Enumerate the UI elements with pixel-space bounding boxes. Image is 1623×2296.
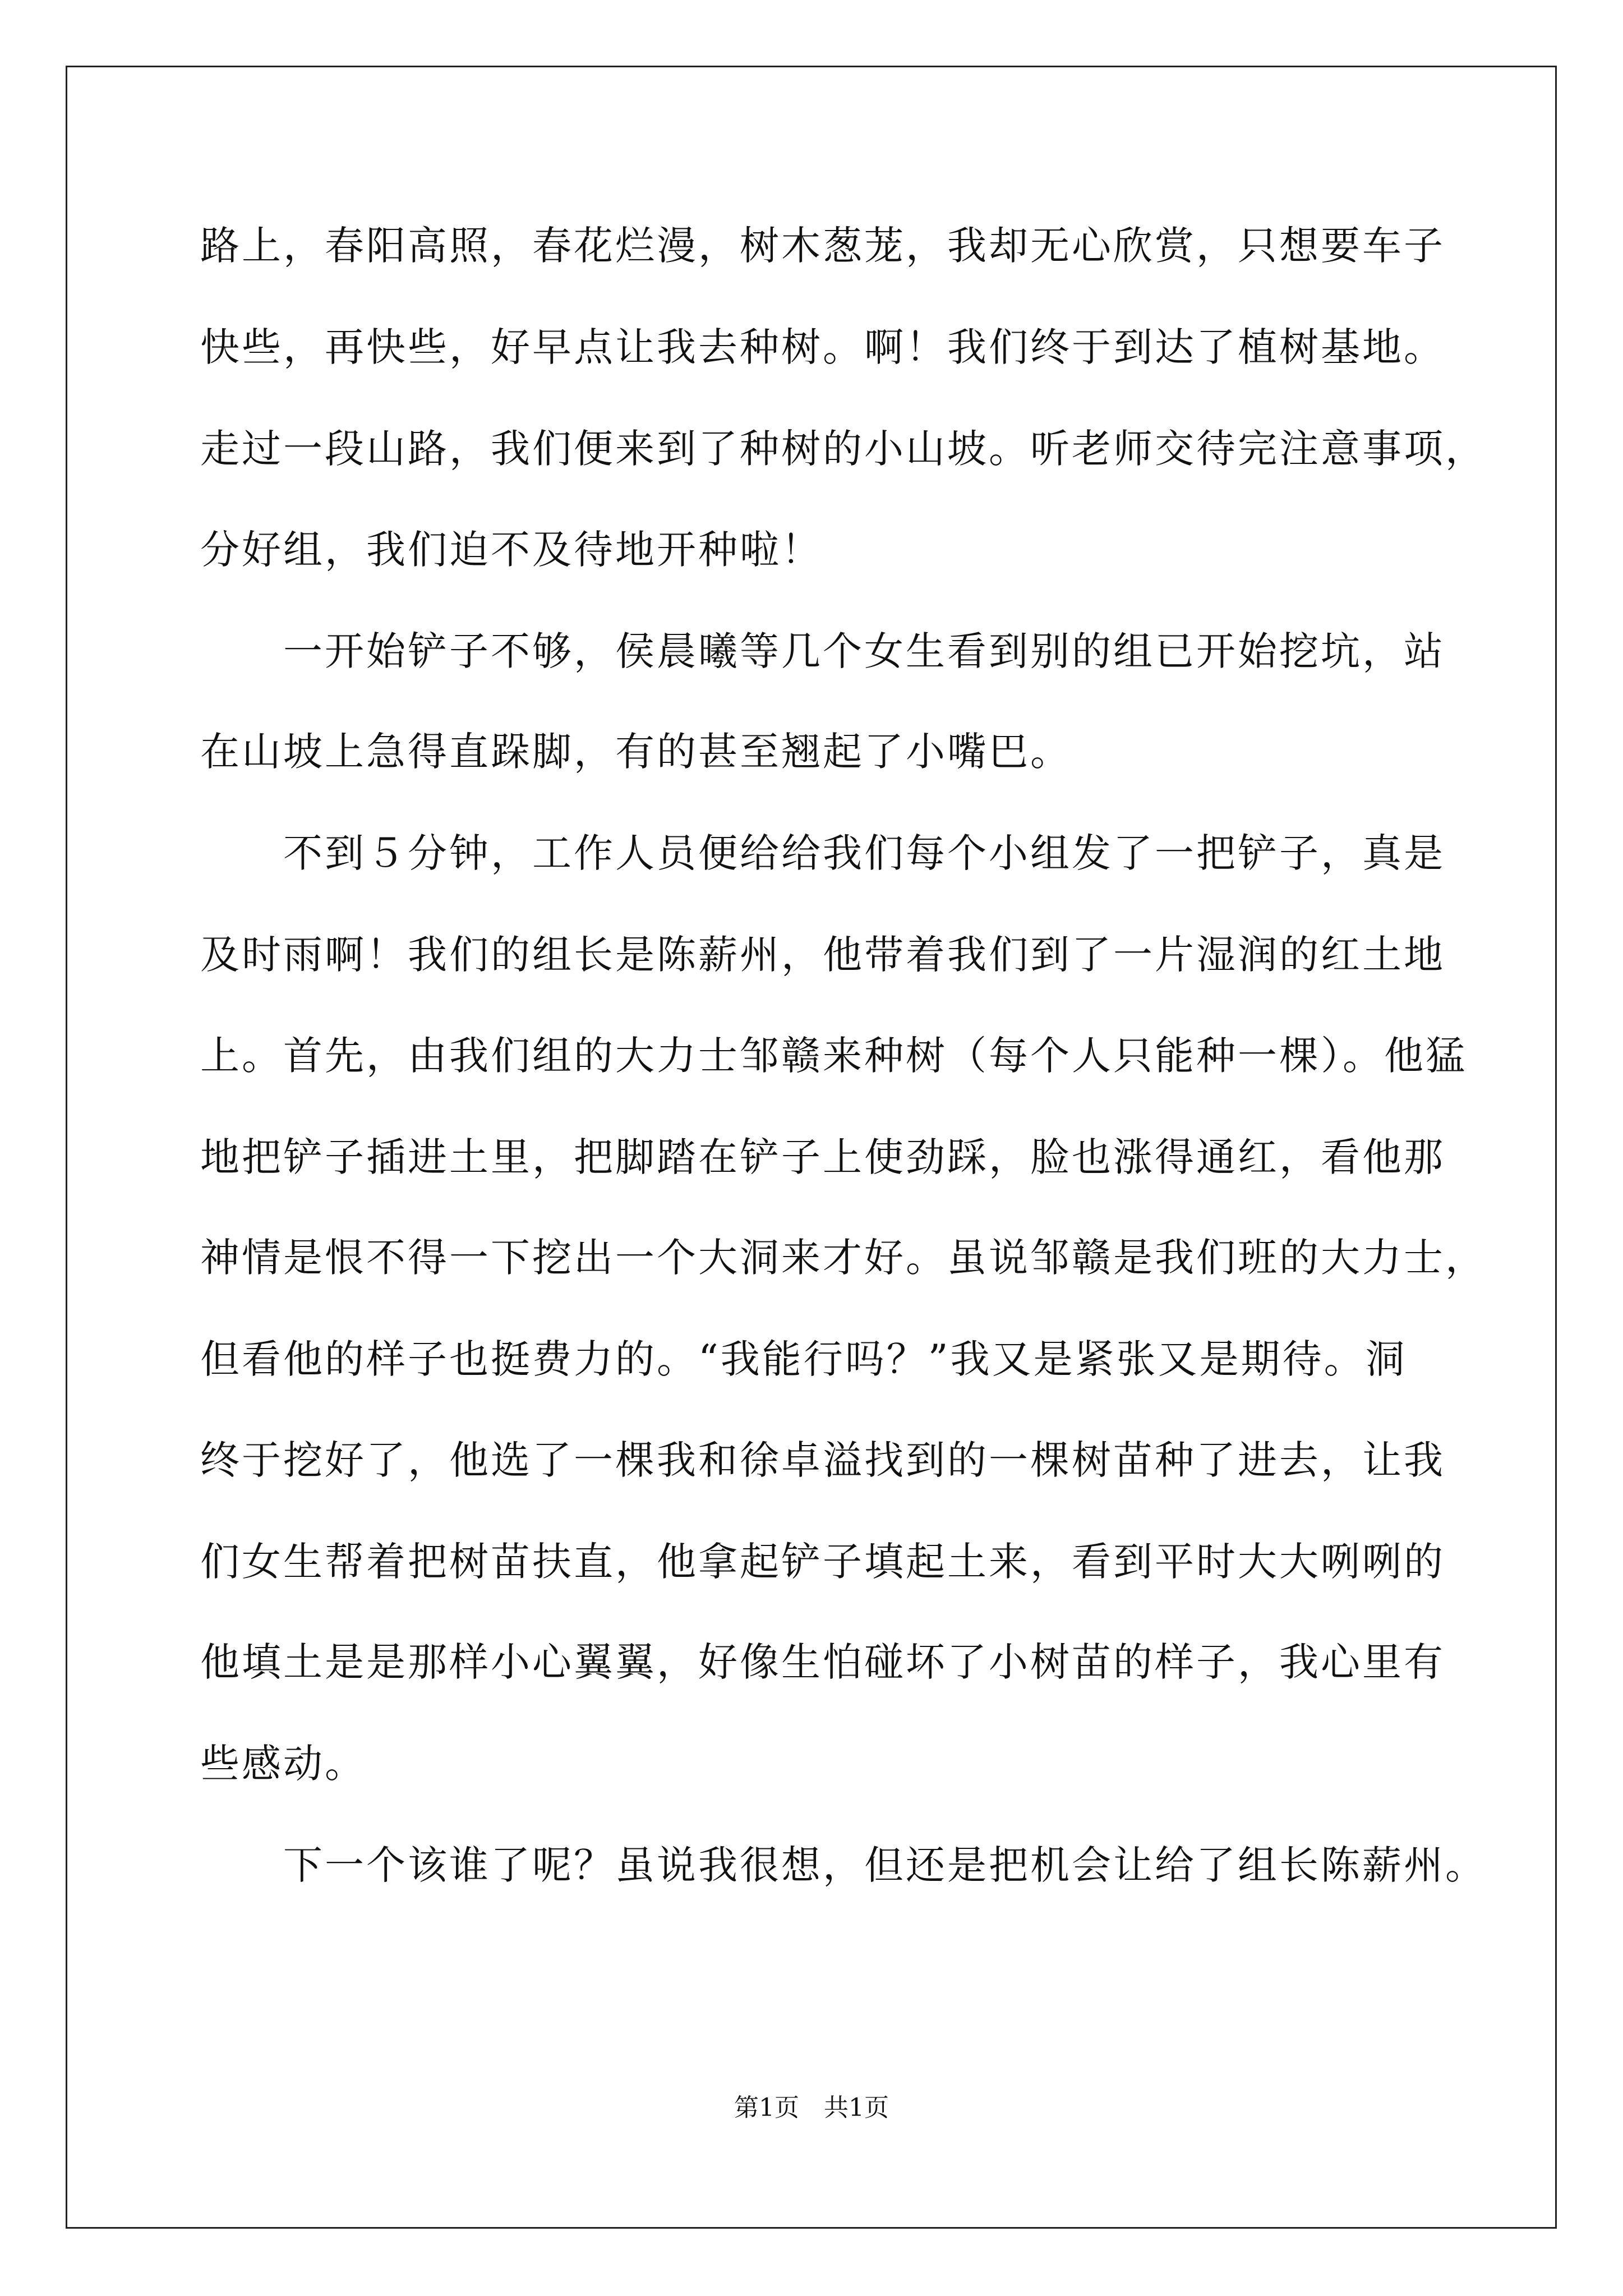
- body-text-line: 但看他的样子也挺费力的。“我能行吗？”我又是紧张又是期待。洞: [200, 1336, 1407, 1382]
- body-text-line: 在山坡上急得直跺脚，有的甚至翘起了小嘴巴。: [200, 729, 1072, 775]
- body-text-line: 走过一段山路，我们便来到了种树的小山坡。听老师交待完注意事项，: [200, 426, 1487, 472]
- body-text-line: 上。首先，由我们组的大力士邹赣来种树（每个人只能种一棵）。他猛: [200, 1033, 1467, 1079]
- body-text-line: 些感动。: [200, 1741, 366, 1787]
- body-text-line: 地把铲子插进土里，把脚踏在铲子上使劲踩，脸也涨得通红，看他那: [200, 1134, 1445, 1180]
- page-number-footer: 第1页 共1页: [734, 2093, 889, 2122]
- body-text-line: 终于挖好了，他选了一棵我和徐卓溢找到的一棵树苗种了进去，让我: [200, 1437, 1445, 1483]
- body-text-line: 分好组，我们迫不及待地开种啦！: [200, 527, 823, 573]
- body-text-line: 下一个该谁了呢？虽说我很想，但还是把机会让给了组长陈薪州。: [200, 1842, 1487, 1888]
- body-text-line: 神情是恨不得一下挖出一个大洞来才好。虽说邹赣是我们班的大力士，: [200, 1235, 1487, 1281]
- body-text-line: 们女生帮着把树苗扶直，他拿起铲子填起土来，看到平时大大咧咧的: [200, 1539, 1445, 1585]
- body-text-line: 一开始铲子不够，侯晨曦等几个女生看到别的组已开始挖坑，站: [200, 628, 1445, 674]
- body-text-line: 不到５分钟，工作人员便给给我们每个小组发了一把铲子，真是: [200, 830, 1445, 876]
- body-text-line: 他填土是是那样小心翼翼，好像生怕碰坏了小树苗的样子，我心里有: [200, 1639, 1445, 1685]
- body-text-line: 快些，再快些，好早点让我去种树。啊！我们终于到达了植树基地。: [200, 324, 1445, 370]
- body-text-line: 及时雨啊！我们的组长是陈薪州，他带着我们到了一片湿润的红土地: [200, 932, 1445, 978]
- body-text-line: 路上，春阳高照，春花烂漫，树木葱茏，我却无心欣赏，只想要车子: [200, 223, 1445, 269]
